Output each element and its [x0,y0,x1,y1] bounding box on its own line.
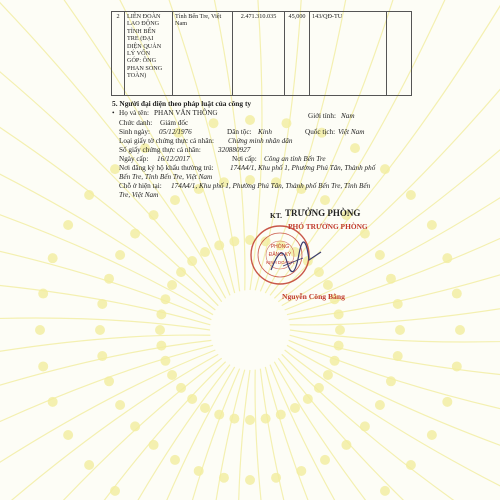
signer-name: Nguyễn Công Bằng [282,292,345,301]
section-heading: 5. Người đại diện theo pháp luật của công ty [112,99,252,108]
name-value: PHAN VĂN THÔNG [154,109,218,117]
bullet-icon: • [112,109,115,117]
member-name-cell [125,12,173,96]
permanent-address-value-1: 174A4/1, Khu phố 1, Phường Phú Tân, Thành phố [230,164,376,172]
member-address-cell: Tỉnh Bến Tre, Việt Nam [173,12,233,96]
nationality-value: Việt Nam [338,128,365,136]
signature-title: TRƯỞNG PHÒNG [285,208,361,218]
members-table [111,11,412,96]
gender-value: Nam [341,112,355,120]
stamp-line-3: KINH DOANH [266,260,294,265]
table-row [112,12,412,96]
member-name-line: LÝ VỐN [127,50,151,58]
title-value: Giám đốc [160,119,189,127]
stamp-line-1: PHÒNG [270,244,290,250]
member-name-line: TRE (ĐẠI [127,35,154,43]
signature-subtitle: PHÓ TRƯỞNG PHÒNG [288,222,368,231]
title-label: Chức danh: [119,119,153,127]
gender-label: Giới tính: [308,112,336,120]
member-name-line: TOÀN) [127,72,147,80]
handwritten-signature [265,240,325,280]
current-address-value-2: Tre, Việt Nam [119,191,159,199]
kt-prefix: KT. [270,211,282,220]
member-name-line: DIỆN QUẢN [127,42,162,50]
issue-place-label: Nơi cấp: [232,155,257,163]
member-name-line: TỈNH BẾN [127,27,156,35]
issue-date-value: 16/12/2017 [157,155,190,163]
nationality-label: Quốc tịch: [305,128,336,136]
ethnic-label: Dân tộc: [227,128,252,136]
member-name-line: LIÊN ĐOÀN [127,13,161,20]
member-name-line: GÓP: ÔNG [127,57,157,65]
idno-value: 320880927 [218,146,251,154]
percent-cell: 45,000 [285,12,310,96]
dob-label: Sinh ngày: [119,128,150,136]
idtype-label: Loại giấy tờ chứng thực cá nhân: [119,137,215,145]
idtype-value: Chứng minh nhân dân [228,137,293,145]
document-cell: 143/QĐ-TU [310,12,387,96]
name-label: Họ và tên: [119,109,149,117]
idno-label: Số giấy chứng thực cá nhân: [119,146,201,154]
current-address-label: Chỗ ở hiện tại: [119,182,162,190]
row-number: 2 [112,12,125,96]
capital-cell: 2.471.310.035 [233,12,285,96]
current-address-value-1: 174A4/1, Khu phố 1, Phường Phú Tân, Thành phố Bến Tre, Tỉnh Bến [171,182,371,190]
member-name-line: PHAN SONG [127,64,163,72]
permanent-address-label: Nơi đăng ký hộ khẩu thường trú: [119,164,214,172]
dob-value: 05/12/1976 [159,128,192,136]
permanent-address-value-2: Bến Tre, Tỉnh Bến Tre, Việt Nam [119,173,213,181]
ethnic-value: Kinh [258,128,272,136]
issue-date-label: Ngày cấp: [119,155,149,163]
issue-place-value: Công an tỉnh Bến Tre [264,155,326,163]
stamp-line-2: ĐĂNG KÝ [268,252,292,258]
empty-cell [387,12,412,96]
member-name-line: LAO ĐỘNG [127,20,160,28]
